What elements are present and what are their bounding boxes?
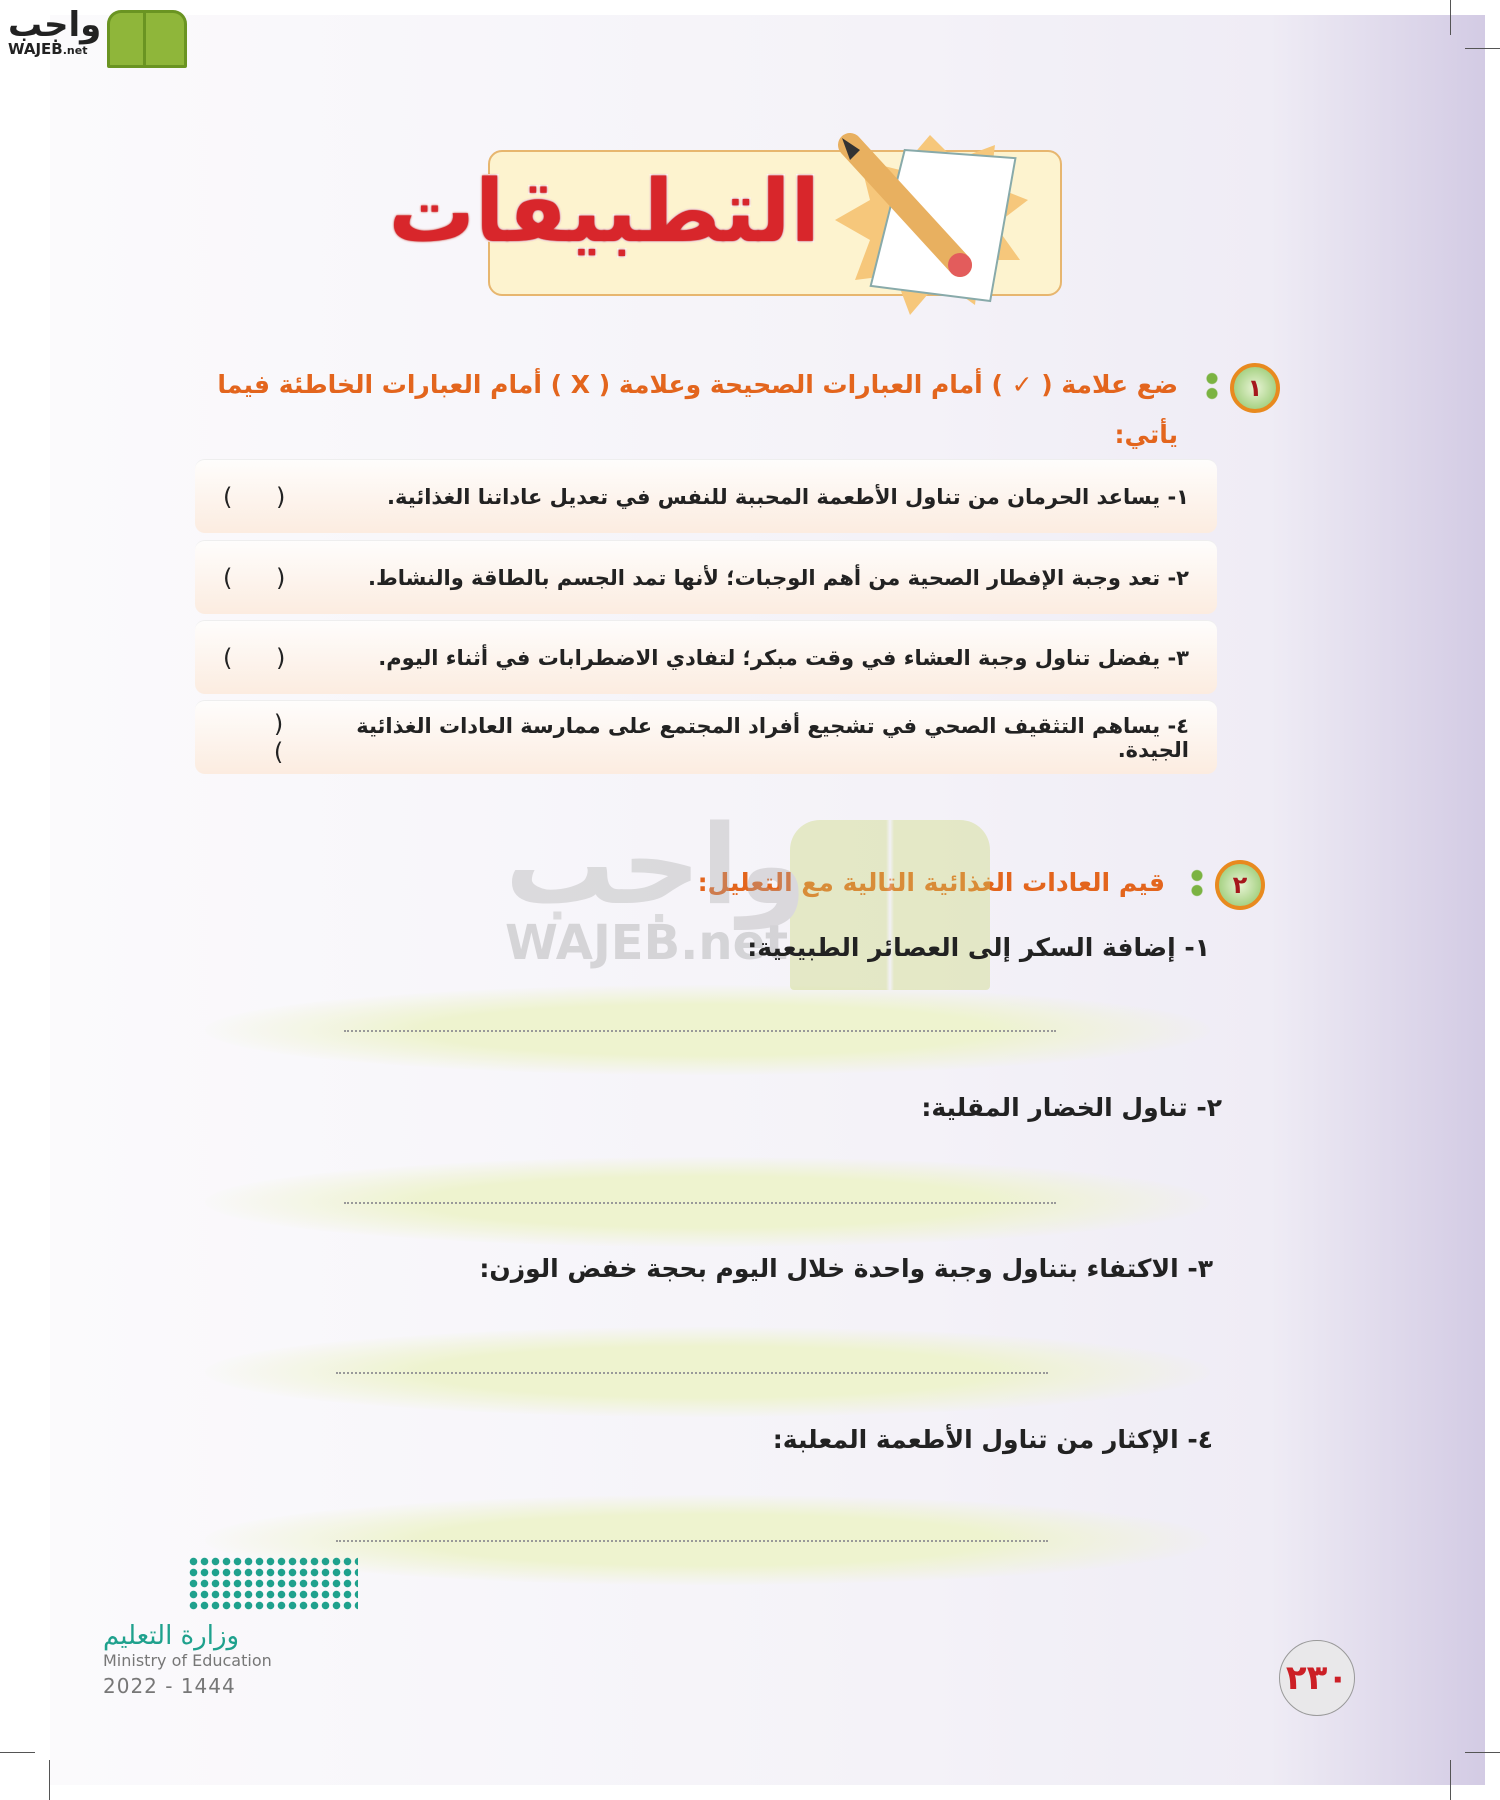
ministry-name-en: Ministry of Education: [103, 1651, 272, 1670]
edition-year: 2022 - 1444: [103, 1674, 236, 1698]
true-false-row: ٢- تعد وجبة الإفطار الصحية من أهم الوجبات؛ لأنها تمد الجسم بالطاقة والنشاط. ( ): [195, 540, 1217, 614]
answer-line[interactable]: [344, 1030, 1056, 1032]
true-false-row: ١- يساعد الحرمان من تناول الأطعمة المحببة للنفس في تعديل عاداتنا الغذائية. ( ): [195, 459, 1217, 533]
crop-mark: [1465, 48, 1500, 49]
crop-mark: [1450, 1760, 1451, 1800]
crop-mark: [0, 1752, 35, 1753]
banner-title: التطبيقات: [388, 162, 820, 262]
logo-arabic: واجب: [8, 5, 102, 45]
answer-box[interactable]: ( ): [273, 709, 302, 766]
question-2-prompt: قيم العادات الغذائية التالية مع التعليل:: [697, 868, 1165, 897]
ministry-name-ar: وزارة التعليم: [103, 1621, 240, 1651]
book-icon: [107, 4, 187, 64]
answer-line[interactable]: [344, 1202, 1056, 1204]
ministry-logo: [103, 1556, 358, 1698]
habit-item: ٤- الإكثار من تناول الأطعمة المعلبة:: [772, 1425, 1213, 1454]
question-1-prompt: ضع علامة ( ✓ ) أمام العبارات الصحيحة وعلامة ( X ) أمام العبارات الخاطئة فيما يأتي:: [217, 370, 1178, 449]
wajeb-logo: [8, 4, 187, 64]
true-false-row: ٣- يفضل تناول وجبة العشاء في وقت مبكر؛ لتفادي الاضطرابات في أثناء اليوم. ( ): [195, 620, 1217, 694]
true-false-row: ٤- يساهم التثقيف الصحي في تشجيع أفراد المجتمع على ممارسة العادات الغذائية الجيدة. ( ): [195, 700, 1217, 774]
logo-latin: WAJEB.net: [8, 40, 88, 58]
crop-mark: [1465, 1752, 1500, 1753]
section-banner: [388, 150, 1062, 296]
habit-item: ١- إضافة السكر إلى العصائر الطبيعية:: [747, 933, 1210, 962]
question-2-badge: ٢: [1185, 842, 1285, 922]
answer-box[interactable]: ( ): [223, 563, 304, 592]
ministry-emblem: [188, 1556, 358, 1611]
question-1-badge: ١: [1200, 345, 1300, 425]
answer-line[interactable]: [336, 1372, 1048, 1374]
page-number: ٢٣٠: [1279, 1640, 1355, 1716]
crop-mark: [49, 1760, 50, 1800]
wajeb-watermark: واجب WAJEB.net: [505, 815, 807, 971]
notepad-pencil-icon: [830, 130, 1030, 320]
habit-item: ٣- الاكتفاء بتناول وجبة واحدة خلال اليوم بحجة خفض الوزن:: [479, 1254, 1213, 1283]
answer-box[interactable]: ( ): [223, 482, 304, 511]
answer-box[interactable]: ( ): [223, 643, 304, 672]
habit-item: ٢- تناول الخضار المقلية:: [921, 1093, 1222, 1122]
answer-line[interactable]: [336, 1540, 1048, 1542]
crop-mark: [1450, 0, 1451, 35]
